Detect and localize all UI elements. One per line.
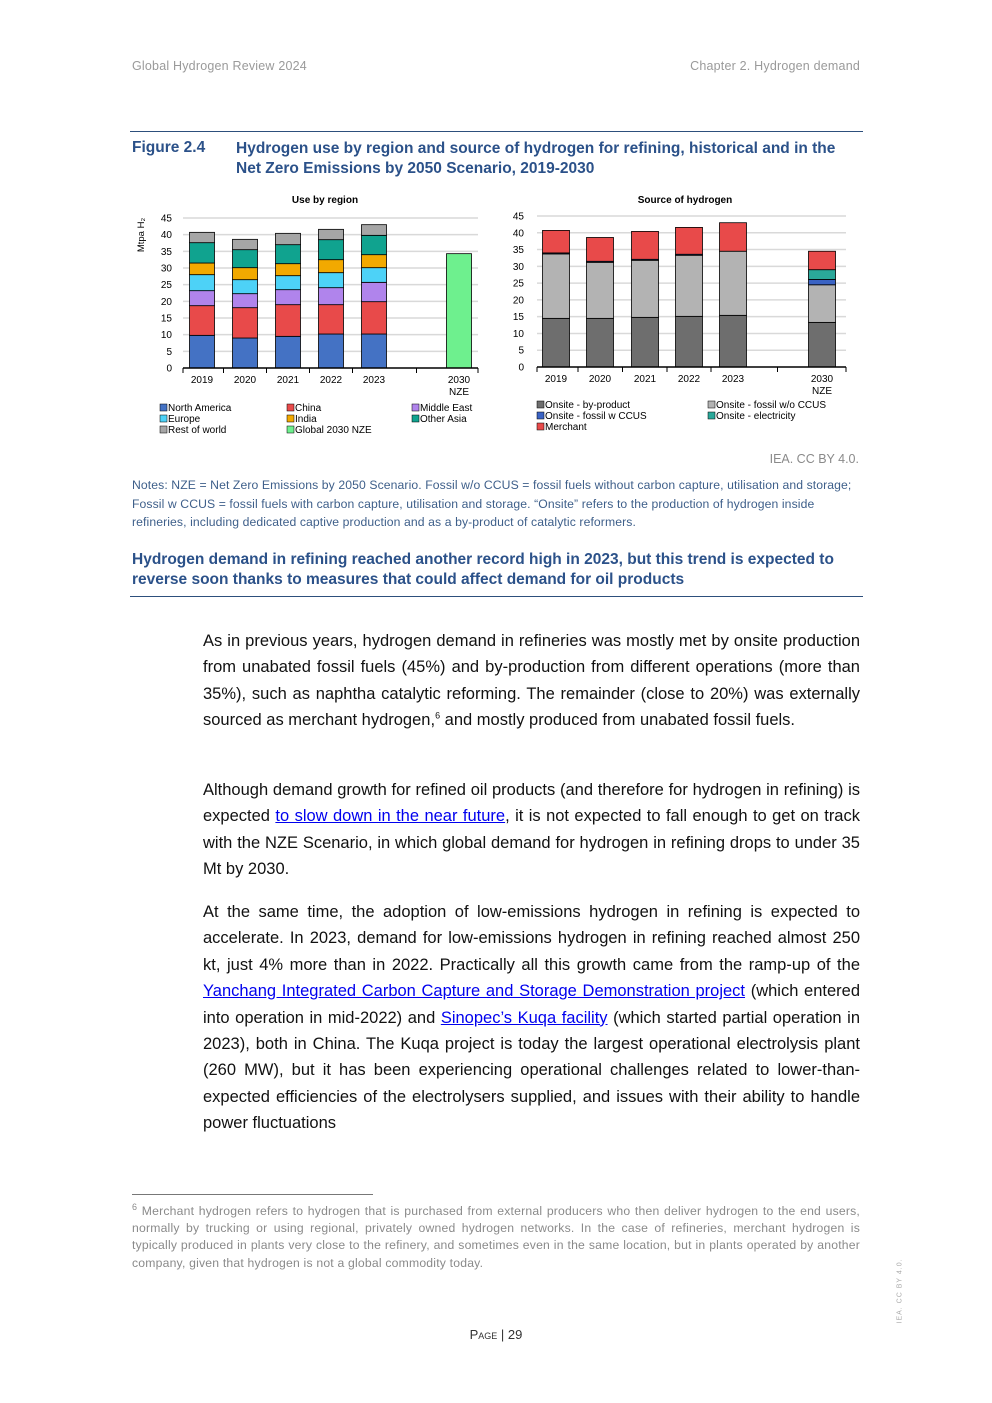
footnote-text: Merchant hydrogen refers to hydrogen that is purchased from external producers who then deliver hydrogen to the end users, normally by trucking or using regional, privately owned hydrogen networks. In the case of refineries, merchant hydrogen is typically produced in plants very close to the refinery, and sometimes even in the same location, but in plants operated by another company, given that hydrogen is not a global commodity today. <box>132 1204 860 1270</box>
figure-charts <box>0 0 992 450</box>
y-tick-label: 10 <box>512 328 524 340</box>
legend-label: Onsite - fossil w CCUS <box>545 411 647 422</box>
legend-label: Onsite - electricity <box>716 411 796 422</box>
bar-segment-onsite-by-product <box>543 318 570 367</box>
bar-segment-onsite-fossil-w-o-ccus <box>720 251 747 315</box>
bar-segment-india <box>276 264 301 276</box>
bar-segment-merchant <box>632 231 659 259</box>
bar-segment-onsite-by-product <box>632 317 659 367</box>
bar-segment-middle-east <box>319 288 344 305</box>
x-tick-label: 2019 <box>544 374 568 385</box>
bar-segment-merchant <box>676 227 703 254</box>
legend-swatch <box>708 401 715 408</box>
bar-segment-india <box>190 263 215 275</box>
bar-segment-onsite-by-product <box>587 318 614 367</box>
y-tick-label: 10 <box>160 330 172 342</box>
bar-segment-rest-of-world <box>190 232 215 242</box>
bar-segment-onsite-electricity <box>809 270 836 280</box>
y-tick-label: 40 <box>160 230 172 242</box>
bar-segment-other-asia <box>190 243 215 263</box>
chart-title: Source of hydrogen <box>637 195 733 206</box>
y-tick-label: 35 <box>160 246 172 258</box>
footnote-ref[interactable]: 6 <box>435 710 441 721</box>
legend-label: Middle East <box>420 403 473 414</box>
y-tick-label: 30 <box>160 263 172 275</box>
legend-label: China <box>295 403 322 414</box>
legend-label: Merchant <box>545 422 587 433</box>
y-tick-label: 45 <box>512 211 524 223</box>
legend-swatch <box>537 401 544 408</box>
legend-swatch <box>412 415 419 422</box>
bar-segment-rest-of-world <box>233 239 258 249</box>
bar-segment-india <box>362 255 387 268</box>
text: As in previous years, hydrogen demand in refineries was mostly met by onsite production from unabated fossil fuels (45%) and by-production from different operations (more than 35%), such as naphtha catalytic reforming. The remainder (close to 20%) was externally sourced as merchant hydrogen, <box>203 632 860 730</box>
paragraph-3 <box>203 899 860 1137</box>
bar-segment-onsite-fossil-w-o-ccus <box>809 285 836 323</box>
footnote <box>132 1203 860 1272</box>
legend-swatch <box>412 404 419 411</box>
bar-segment-other-asia <box>233 250 258 268</box>
x-tick-label: 2021 <box>633 374 657 385</box>
legend-swatch <box>287 415 294 422</box>
legend-swatch <box>537 412 544 419</box>
y-tick-label: 15 <box>512 312 524 324</box>
paragraph-1 <box>203 628 860 734</box>
legend-label: North America <box>168 403 232 414</box>
y-tick-label: 20 <box>160 296 172 308</box>
bar-segment-china <box>190 306 215 336</box>
x-tick-label: 2022 <box>319 375 343 386</box>
bar-segment-rest-of-world <box>319 229 344 239</box>
legend-swatch <box>287 426 294 433</box>
bar-segment-merchant <box>543 230 570 252</box>
bar-segment-onsite-by-product <box>720 315 747 367</box>
y-tick-label: 35 <box>512 245 524 257</box>
figure-title: Hydrogen use by region and source of hydrogen for refining, historical and in the Net Zero Emissions by 2050 Scenario, 2019-2030 <box>236 140 836 177</box>
bar-segment-merchant <box>587 237 614 261</box>
bar-segment-global-2030-nze <box>447 254 472 368</box>
legend-label: Onsite - fossil w/o CCUS <box>716 400 827 411</box>
bar-segment-north-america <box>190 335 215 368</box>
figure-credit: IEA. CC BY 4.0. <box>769 452 859 466</box>
bar-segment-europe <box>190 275 215 291</box>
bar-segment-merchant <box>809 251 836 269</box>
x-tick-label: 2021 <box>276 375 300 386</box>
chart-title: Use by region <box>291 195 359 206</box>
x-tick-label: 2019 <box>190 375 214 386</box>
page-number: Page | 29 <box>469 1327 523 1342</box>
link-slow-down[interactable]: to slow down in the near future <box>275 807 506 826</box>
bar-segment-onsite-fossil-w-o-ccus <box>676 255 703 316</box>
bar-segment-middle-east <box>190 291 215 306</box>
x-tick-label: 2023 <box>362 375 386 386</box>
y-tick-label: 45 <box>160 213 172 225</box>
bar-segment-india <box>233 268 258 280</box>
y-tick-label: 40 <box>512 228 524 240</box>
bar-segment-north-america <box>362 334 387 368</box>
x-tick-label: 2030 <box>447 375 471 386</box>
bar-segment-onsite-fossil-w-o-ccus <box>587 262 614 318</box>
text: (which started partial operation in 2023), both in China. The Kuqa project is today the largest operational electrolysis plant (260 MW), but it has been experiencing operational challenges related to lower-than-expected efficiencies of the electrolysers supplied, and issues with their ability to handle power fluctuations <box>203 1008 860 1133</box>
y-tick-label: 5 <box>166 346 172 358</box>
legend-label: Global 2030 NZE <box>295 425 372 436</box>
y-axis-label: Mtpa H₂ <box>136 217 147 253</box>
legend-swatch <box>160 404 167 411</box>
text: Although demand growth for refined oil products (and therefore for hydrogen in refining) is expected <box>203 781 860 826</box>
bar-segment-north-america <box>276 336 301 368</box>
x-tick-label-line2: NZE <box>449 387 469 398</box>
legend-swatch <box>160 415 167 422</box>
bar-segment-onsite-fossil-w-o-ccus <box>543 254 570 318</box>
bar-segment-north-america <box>319 334 344 368</box>
page-number-value: 29 <box>507 1327 523 1342</box>
bar-segment-other-asia <box>276 245 301 264</box>
x-tick-label: 2022 <box>677 374 701 385</box>
text: At the same time, the adoption of low-emissions hydrogen in refining is expected to accelerate. In 2023, demand for low-emissions hydrogen in refining reached almost 250 kt, just 4% more than in 2022. Practically all this growth came from the ramp-up of the <box>203 903 860 974</box>
figure-notes: Notes: NZE = Net Zero Emissions by 2050 Scenario. Fossil w/o CCUS = fossil fuels without carbon capture, utilisation and storage; Fossil w CCUS = fossil fuels with carbon capture, utilisation and storage. “Onsite” refers to the production of hydrogen inside refineries, including dedicated captive production and as a by-product of catalytic reformers. <box>132 478 852 529</box>
bar-segment-europe <box>319 273 344 288</box>
header-publication-title: Global Hydrogen Review 2024 <box>132 59 307 73</box>
text: , it is not expected to fall enough to get on track with the NZE Scenario, in which global demand for hydrogen in refining drops to under 35 Mt by 2030. <box>203 807 860 879</box>
x-tick-label: 2023 <box>721 374 745 385</box>
section-subheading: Hydrogen demand in refining reached another record high in 2023, but this trend is expected to reverse soon thanks to measures that could affect demand for oil products <box>132 551 834 588</box>
legend-swatch <box>160 426 167 433</box>
bar-segment-middle-east <box>233 294 258 308</box>
y-tick-label: 15 <box>160 313 172 325</box>
bar-segment-china <box>362 302 387 334</box>
y-tick-label: 30 <box>512 261 524 273</box>
page-label: Page <box>469 1327 498 1342</box>
bar-segment-china <box>319 305 344 334</box>
x-tick-label-line2: NZE <box>812 386 832 397</box>
bar-segment-europe <box>276 276 301 290</box>
bar-segment-china <box>233 308 258 338</box>
bar-segment-other-asia <box>319 240 344 260</box>
bar-segment-europe <box>362 268 387 283</box>
y-tick-label: 20 <box>512 295 524 307</box>
bar-segment-rest-of-world <box>362 225 387 236</box>
x-tick-label: 2030 <box>810 374 834 385</box>
figure-label: Figure 2.4 <box>132 139 206 156</box>
bar-segment-rest-of-world <box>276 233 301 244</box>
bar-segment-merchant <box>720 223 747 252</box>
header-chapter: Chapter 2. Hydrogen demand <box>690 59 860 73</box>
legend-label: Other Asia <box>420 414 467 425</box>
bar-segment-india <box>319 260 344 273</box>
legend-swatch <box>537 423 544 430</box>
x-tick-label: 2020 <box>588 374 612 385</box>
legend-label: Europe <box>168 414 201 425</box>
legend-label: India <box>295 414 317 425</box>
text: and mostly produced from unabated fossil fuels. <box>440 711 796 730</box>
legend-swatch <box>708 412 715 419</box>
bar-segment-middle-east <box>276 290 301 305</box>
side-credit: IEA. CC BY 4.0. <box>896 1258 904 1324</box>
legend-label: Onsite - by-product <box>545 400 631 411</box>
bar-segment-onsite-by-product <box>676 316 703 367</box>
bar-segment-onsite-fossil-w-ccus <box>809 279 836 284</box>
legend-swatch <box>287 404 294 411</box>
paragraph-2 <box>203 777 860 883</box>
bar-segment-onsite-by-product <box>809 322 836 367</box>
link-yanchang-project[interactable]: Yanchang Integrated Carbon Capture and Storage Demonstration project <box>203 982 746 1001</box>
bar-segment-china <box>276 305 301 337</box>
x-tick-label: 2020 <box>233 375 257 386</box>
link-sinopec-kuqa[interactable]: Sinopec’s Kuqa facility <box>440 1008 608 1027</box>
bar-segment-europe <box>233 280 258 294</box>
text: (which entered into operation in mid-2022) and <box>203 982 861 1027</box>
bar-segment-middle-east <box>362 282 387 301</box>
y-tick-label: 25 <box>512 278 524 290</box>
legend-label: Rest of world <box>168 425 227 436</box>
subheading-rule <box>130 596 863 597</box>
y-tick-label: 25 <box>160 280 172 292</box>
footnote-rule <box>132 1194 373 1195</box>
bar-segment-north-america <box>233 338 258 368</box>
bar-segment-onsite-fossil-w-o-ccus <box>632 260 659 317</box>
bar-segment-other-asia <box>362 235 387 254</box>
y-tick-label: 5 <box>518 345 524 357</box>
footnote-number: 6 <box>132 1201 138 1212</box>
y-tick-label: 0 <box>166 363 172 375</box>
y-tick-label: 0 <box>518 362 524 374</box>
